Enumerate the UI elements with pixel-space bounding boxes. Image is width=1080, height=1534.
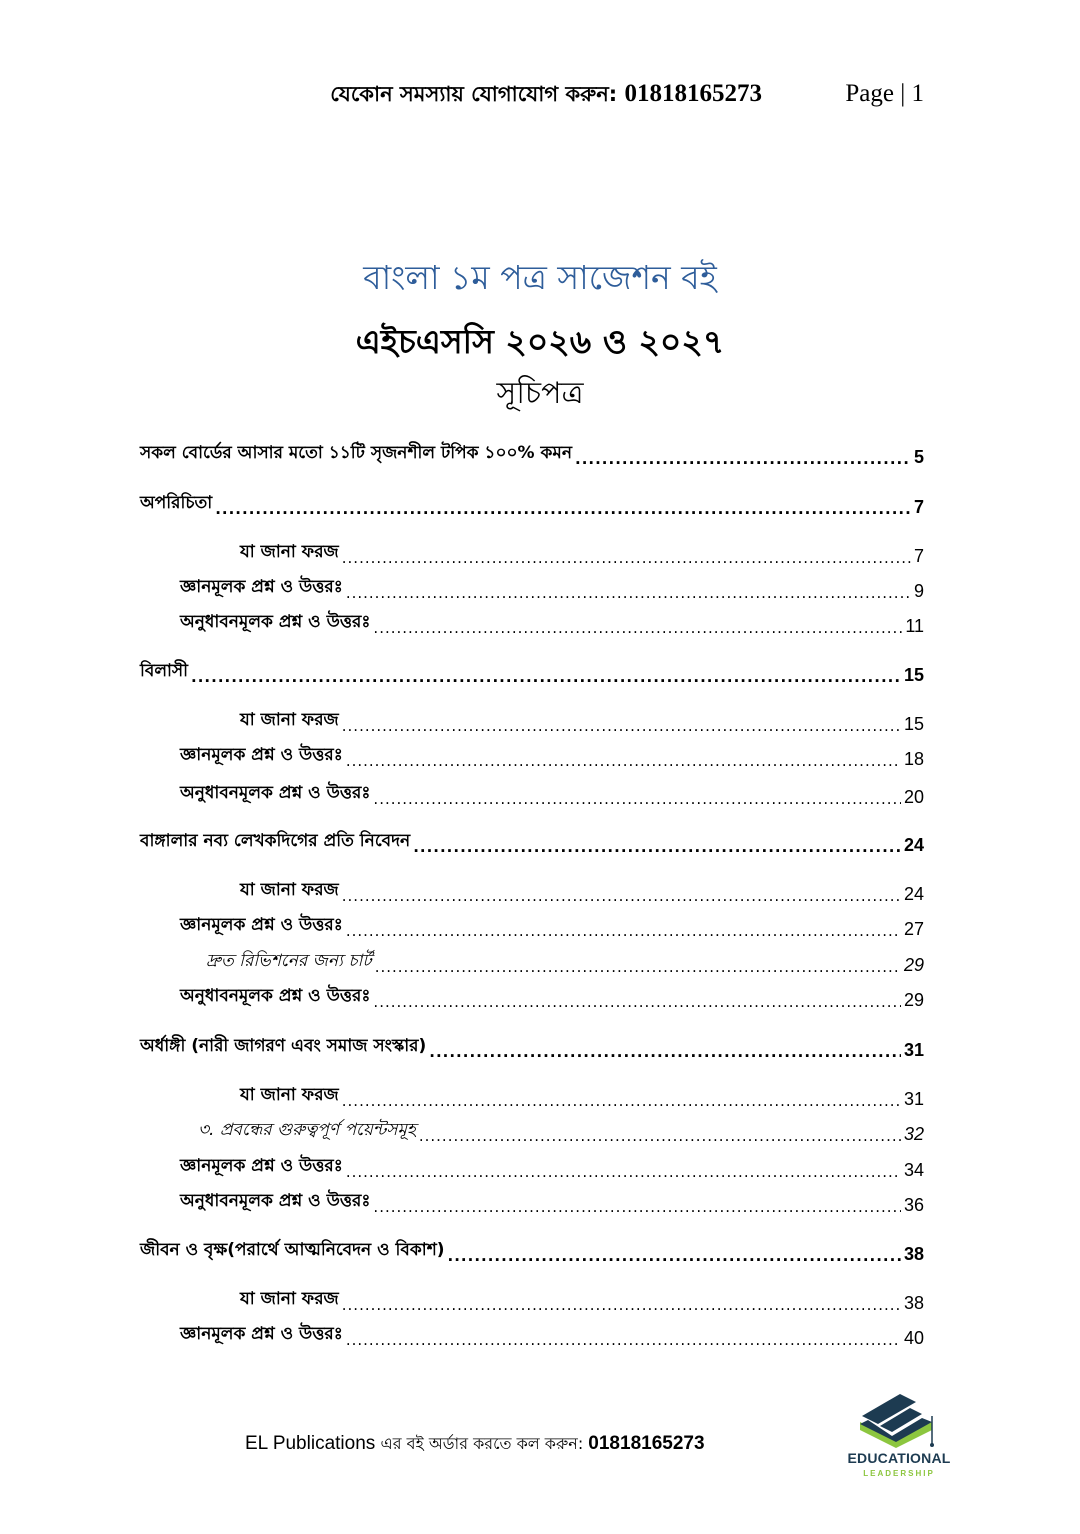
toc-entry[interactable] bbox=[140, 946, 924, 976]
toc-entry-page: 18 bbox=[903, 749, 924, 769]
toc-entry-page: 31 bbox=[903, 1040, 924, 1060]
toc-entry[interactable] bbox=[140, 740, 924, 770]
toc-entry-label: দ্রুত রিভিশনের জন্য চার্ট bbox=[206, 951, 372, 971]
toc-leader-dots bbox=[342, 545, 911, 567]
toc-entry-page: 24 bbox=[903, 884, 924, 904]
toc-entry-page: 7 bbox=[913, 546, 924, 566]
toc-entry[interactable] bbox=[140, 572, 924, 602]
toc-leader-dots bbox=[419, 1123, 901, 1145]
toc-entry-label: ৩. প্রবন্ধের গুরুত্বপূর্ণ পয়েন্টসমূহ bbox=[198, 1120, 416, 1140]
toc-entry[interactable] bbox=[140, 875, 924, 905]
header-contact-phone: 01818165273 bbox=[624, 80, 762, 107]
toc-entry-page: 31 bbox=[903, 1089, 924, 1109]
toc-entry-label: অনুধাবনমূলক প্রশ্ন ও উত্তরঃ bbox=[180, 1191, 371, 1211]
toc-entry[interactable] bbox=[140, 488, 924, 518]
toc-entry-page: 32 bbox=[903, 1124, 924, 1144]
toc-entry-page: 27 bbox=[903, 919, 924, 939]
header-contact bbox=[330, 76, 762, 112]
toc-entry-page: 36 bbox=[903, 1195, 924, 1215]
toc-entry[interactable] bbox=[140, 826, 924, 856]
toc-entry[interactable] bbox=[140, 910, 924, 940]
logo-text-leadership: LEADERSHIP bbox=[863, 1469, 935, 1478]
toc-entry[interactable] bbox=[140, 1115, 924, 1145]
toc-entry[interactable] bbox=[140, 656, 924, 686]
toc-leader-dots bbox=[215, 496, 911, 518]
toc-leader-dots bbox=[342, 1088, 901, 1110]
toc-entry-page: 34 bbox=[903, 1160, 924, 1180]
toc-entry-label: অর্ধাঙ্গী (নারী জাগরণ এবং সমাজ সংস্কার) bbox=[140, 1036, 427, 1056]
toc-leader-dots bbox=[342, 883, 901, 905]
toc-entry[interactable] bbox=[140, 537, 924, 567]
toc-leader-dots bbox=[373, 989, 901, 1011]
toc-leader-dots bbox=[346, 748, 901, 770]
toc-entry-label: অনুধাবনমূলক প্রশ্ন ও উত্তরঃ bbox=[180, 612, 371, 632]
toc-entry-page: 38 bbox=[903, 1293, 924, 1313]
title-block bbox=[0, 248, 1080, 418]
toc-leader-dots bbox=[575, 446, 911, 468]
toc-entry-label: বিলাসী bbox=[140, 661, 189, 681]
toc-leader-dots bbox=[448, 1243, 901, 1265]
toc-heading: সূচিপত্র bbox=[496, 376, 584, 411]
toc-entry[interactable] bbox=[140, 705, 924, 735]
toc-entry-label: জ্ঞানমূলক প্রশ্ন ও উত্তরঃ bbox=[180, 577, 343, 597]
toc-entry-label: জ্ঞানমূলক প্রশ্ন ও উত্তরঃ bbox=[180, 1156, 343, 1176]
toc-leader-dots bbox=[375, 954, 901, 976]
toc-entry-page: 15 bbox=[903, 665, 924, 685]
toc-entry-label: সকল বোর্ডের আসার মতো ১১টি সৃজনশীল টপিক ১০০% কমন bbox=[140, 443, 572, 463]
toc-leader-dots bbox=[346, 580, 911, 602]
toc-entry-label: জীবন ও বৃক্ষ(পরার্থে আত্মনিবেদন ও বিকাশ) bbox=[140, 1240, 445, 1260]
toc-entry[interactable] bbox=[140, 1186, 924, 1216]
toc-entry[interactable] bbox=[140, 1319, 924, 1349]
footer-publisher: EL Publications bbox=[245, 1433, 381, 1454]
toc-entry-page: 20 bbox=[903, 787, 924, 807]
footer-order-line bbox=[245, 1428, 705, 1460]
toc-entry-label: যা জানা ফরজ bbox=[240, 710, 339, 730]
toc-leader-dots bbox=[413, 834, 901, 856]
toc-entry[interactable] bbox=[140, 607, 924, 637]
logo-text-educational: EDUCATIONAL bbox=[847, 1450, 951, 1466]
toc-leader-dots bbox=[191, 664, 901, 686]
toc-entry-label: বাঙ্গালার নব্য লেখকদিগের প্রতি নিবেদন bbox=[140, 831, 411, 851]
toc-entry-page: 24 bbox=[903, 835, 924, 855]
toc-leader-dots bbox=[346, 1159, 901, 1181]
educational-leadership-logo bbox=[834, 1392, 964, 1488]
toc-leader-dots bbox=[342, 713, 901, 735]
toc-entry-label: জ্ঞানমূলক প্রশ্ন ও উত্তরঃ bbox=[180, 745, 343, 765]
page-header bbox=[0, 76, 1080, 112]
toc-entry-page: 15 bbox=[903, 714, 924, 734]
toc-entry[interactable] bbox=[140, 1284, 924, 1314]
toc-entry-label: যা জানা ফরজ bbox=[240, 542, 339, 562]
toc-leader-dots bbox=[373, 1194, 901, 1216]
toc-entry-label: যা জানা ফরজ bbox=[240, 1085, 339, 1105]
toc-entry-page: 38 bbox=[903, 1244, 924, 1264]
toc-entry[interactable] bbox=[140, 1151, 924, 1181]
toc-entry-page: 9 bbox=[913, 581, 924, 601]
toc-entry[interactable] bbox=[140, 438, 924, 468]
footer-order-text: এর বই অর্ডার করতে কল করুন: bbox=[380, 1434, 589, 1453]
toc-entry-label: অনুধাবনমূলক প্রশ্ন ও উত্তরঃ bbox=[180, 986, 371, 1006]
graduation-cap-e-icon bbox=[856, 1392, 942, 1450]
toc-entry-label: অনুধাবনমূলক প্রশ্ন ও উত্তরঃ bbox=[180, 783, 371, 803]
toc-entry-page: 7 bbox=[913, 497, 924, 517]
toc-entry-page: 40 bbox=[903, 1328, 924, 1348]
toc-leader-dots bbox=[429, 1039, 901, 1061]
toc-entry[interactable] bbox=[140, 1031, 924, 1061]
toc-entry-page: 11 bbox=[905, 616, 924, 636]
toc-entry-label: জ্ঞানমূলক প্রশ্ন ও উত্তরঃ bbox=[180, 1324, 343, 1344]
toc-entry[interactable] bbox=[140, 981, 924, 1011]
toc-entry[interactable] bbox=[140, 1235, 924, 1265]
toc-entry-label: যা জানা ফরজ bbox=[240, 880, 339, 900]
toc-entry[interactable] bbox=[140, 778, 924, 808]
footer-phone: 01818165273 bbox=[588, 1433, 705, 1454]
page-number: Page | 1 bbox=[845, 80, 924, 107]
toc-entry-label: জ্ঞানমূলক প্রশ্ন ও উত্তরঃ bbox=[180, 915, 343, 935]
toc-entry-page: 5 bbox=[913, 447, 924, 467]
toc-leader-dots bbox=[346, 918, 901, 940]
toc-entry[interactable] bbox=[140, 1080, 924, 1110]
toc-entry-label: যা জানা ফরজ bbox=[240, 1289, 339, 1309]
toc-entry-page: 29 bbox=[903, 955, 924, 975]
toc-entry-page: 29 bbox=[903, 990, 924, 1010]
toc-leader-dots bbox=[373, 615, 902, 637]
exam-subtitle: এইচএসসি ২০২৬ ও ২০২৭ bbox=[355, 322, 725, 361]
toc-leader-dots bbox=[342, 1292, 901, 1314]
book-title: বাংলা ১ম পত্র সাজেশন বই bbox=[363, 258, 717, 297]
toc-leader-dots bbox=[346, 1327, 901, 1349]
header-contact-label: যেকোন সমস্যায় যোগাযোগ করুন: bbox=[330, 82, 625, 106]
toc-entry-label: অপরিচিতা bbox=[140, 493, 213, 513]
toc-leader-dots bbox=[373, 786, 901, 808]
